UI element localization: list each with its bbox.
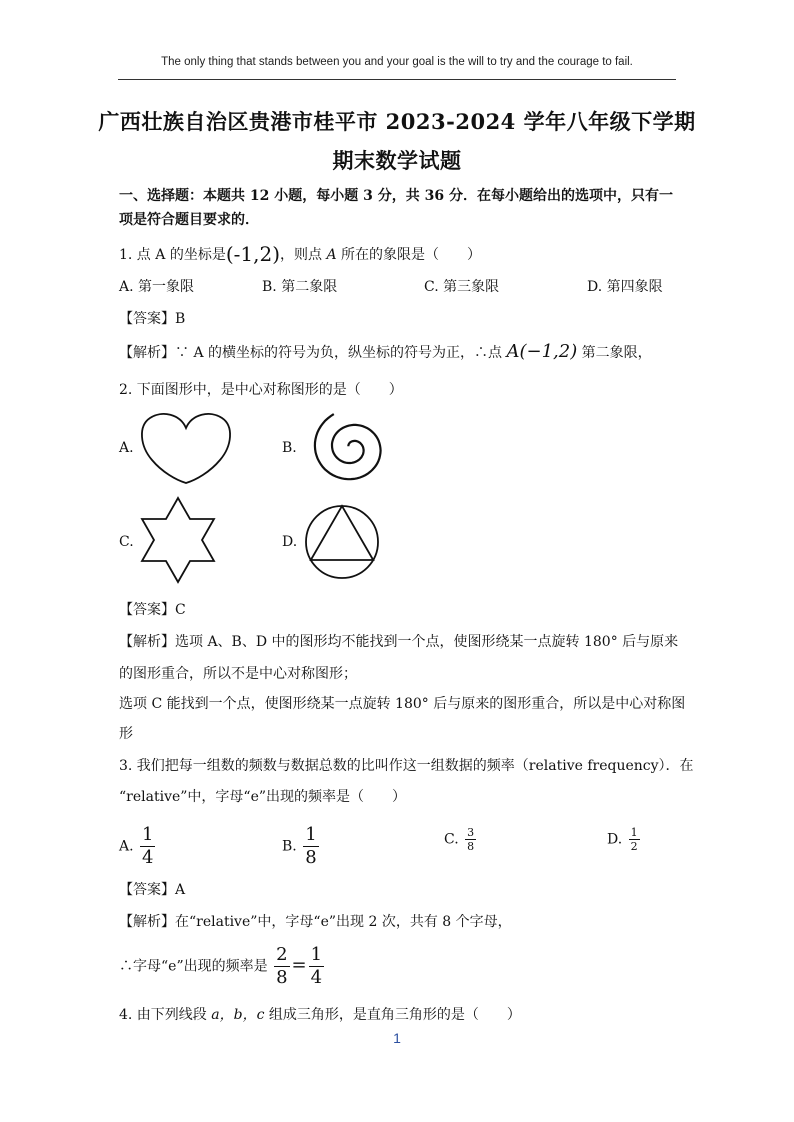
- q3-option-b-label: B.: [282, 838, 297, 855]
- q2-analysis-line3: 选项 C 能找到一个点，使图形绕某一点旋转 180° 后与原来的图形重合，所以是中心对称图: [119, 696, 686, 712]
- q4-stem: [119, 1005, 521, 1025]
- q1-stem: [119, 244, 481, 265]
- q3-stem-line2: “relative”中，字母“e”出现的频率是（ ）: [119, 789, 407, 805]
- q2-answer: 【答案】C: [119, 602, 186, 618]
- q1-analysis-text: 【解析】∵ A 的横坐标的符号为负，纵坐标的符号为正，∴点: [119, 345, 507, 361]
- q3-analysis-fraction-1: $\frac{2}{8}$: [276, 944, 288, 988]
- q3-option-a-label: A.: [119, 838, 134, 855]
- q2-analysis-line4: 形: [119, 726, 133, 742]
- q3-option-d: [607, 826, 642, 853]
- q1-analysis-text-2: 第二象限，: [577, 345, 652, 361]
- q1-option-a: A. 第一象限: [119, 279, 195, 295]
- q4-stem-text-2: 组成三角形，是直角三角形的是（ ）: [264, 1007, 521, 1023]
- page-number: 1: [393, 1030, 401, 1046]
- section-heading: 一、选择题：本题共 12 小题，每小题 3 分，共 36 分．在每小题给出的选项中，只有一项是符合题目要求的．: [119, 188, 673, 228]
- q3-option-b: [282, 824, 321, 869]
- q2-label-a: A.: [119, 440, 134, 456]
- q1-option-c: C. 第三象限: [424, 279, 500, 295]
- heart-shape-icon: [140, 410, 232, 484]
- spiral-shape-icon: [302, 408, 394, 488]
- exam-title-line1: 广西壮族自治区贵港市桂平市 2023-2024 学年八年级下学期: [98, 109, 696, 134]
- q3-option-c-fraction: $\frac{3}{8}$: [467, 826, 475, 853]
- q3-option-c: [444, 826, 478, 853]
- q1-coordinate: (-1,2): [225, 242, 280, 266]
- q1-stem-text: 1. 点 A 的坐标是: [119, 247, 226, 263]
- six-point-star-icon: [136, 496, 220, 584]
- q1-stem-text-3: 所在的象限是（ ）: [336, 247, 482, 263]
- triangle-in-circle-icon: [304, 504, 380, 580]
- q4-vars: a，b，c: [211, 1007, 265, 1023]
- q1-analysis: [119, 342, 652, 363]
- q1-point-var: A: [326, 247, 337, 263]
- q2-analysis-line2: 的图形重合，所以不是中心对称图形；: [119, 666, 357, 682]
- q3-analysis-fraction-2: $\frac{1}{4}$: [310, 944, 323, 988]
- q3-analysis-line2: [119, 944, 326, 989]
- q1-option-b: B. 第二象限: [262, 279, 338, 295]
- q3-option-d-label: D.: [607, 831, 623, 848]
- page-header-quote: The only thing that stands between you and your goal is the will to try and the courage to fail.: [161, 56, 633, 68]
- q4-stem-text: 4. 由下列线段: [119, 1007, 212, 1023]
- q3-stem-line1: 3. 我们把每一组数的频数与数据总数的比叫作这一组数据的频率（relative frequency）．在: [119, 758, 694, 774]
- q3-equals-sign: =: [291, 954, 307, 976]
- q3-option-b-fraction: $\frac{1}{8}$: [305, 824, 317, 868]
- q1-answer: 【答案】B: [119, 311, 186, 327]
- q1-option-d: D. 第四象限: [587, 279, 663, 295]
- q1-stem-text-2: ，则点: [280, 247, 327, 263]
- q3-analysis-line1: 【解析】在“relative”中，字母“e”出现 2 次，共有 8 个字母，: [119, 914, 512, 930]
- q3-option-a-fraction: $\frac{1}{4}$: [142, 824, 154, 868]
- q1-analysis-point: A(−1,2): [506, 341, 578, 362]
- q3-option-c-label: C.: [444, 831, 459, 848]
- exam-title-line2: 期末数学试题: [332, 148, 462, 173]
- q3-option-a: [119, 824, 157, 869]
- q3-analysis-text: ∴字母“e”出现的频率是: [119, 958, 268, 975]
- q2-analysis-line1: 【解析】选项 A、B、D 中的图形均不能找到一个点，使图形绕某一点旋转 180° 后与原来: [119, 634, 679, 650]
- q2-label-d: D.: [282, 534, 298, 550]
- header-divider: [118, 79, 676, 80]
- q2-stem: 2. 下面图形中，是中心对称图形的是（ ）: [119, 382, 403, 398]
- q2-label-c: C.: [119, 534, 134, 550]
- q2-label-b: B.: [282, 440, 297, 456]
- q3-option-d-fraction: $\frac{1}{2}$: [630, 826, 638, 853]
- q3-answer: 【答案】A: [119, 882, 186, 898]
